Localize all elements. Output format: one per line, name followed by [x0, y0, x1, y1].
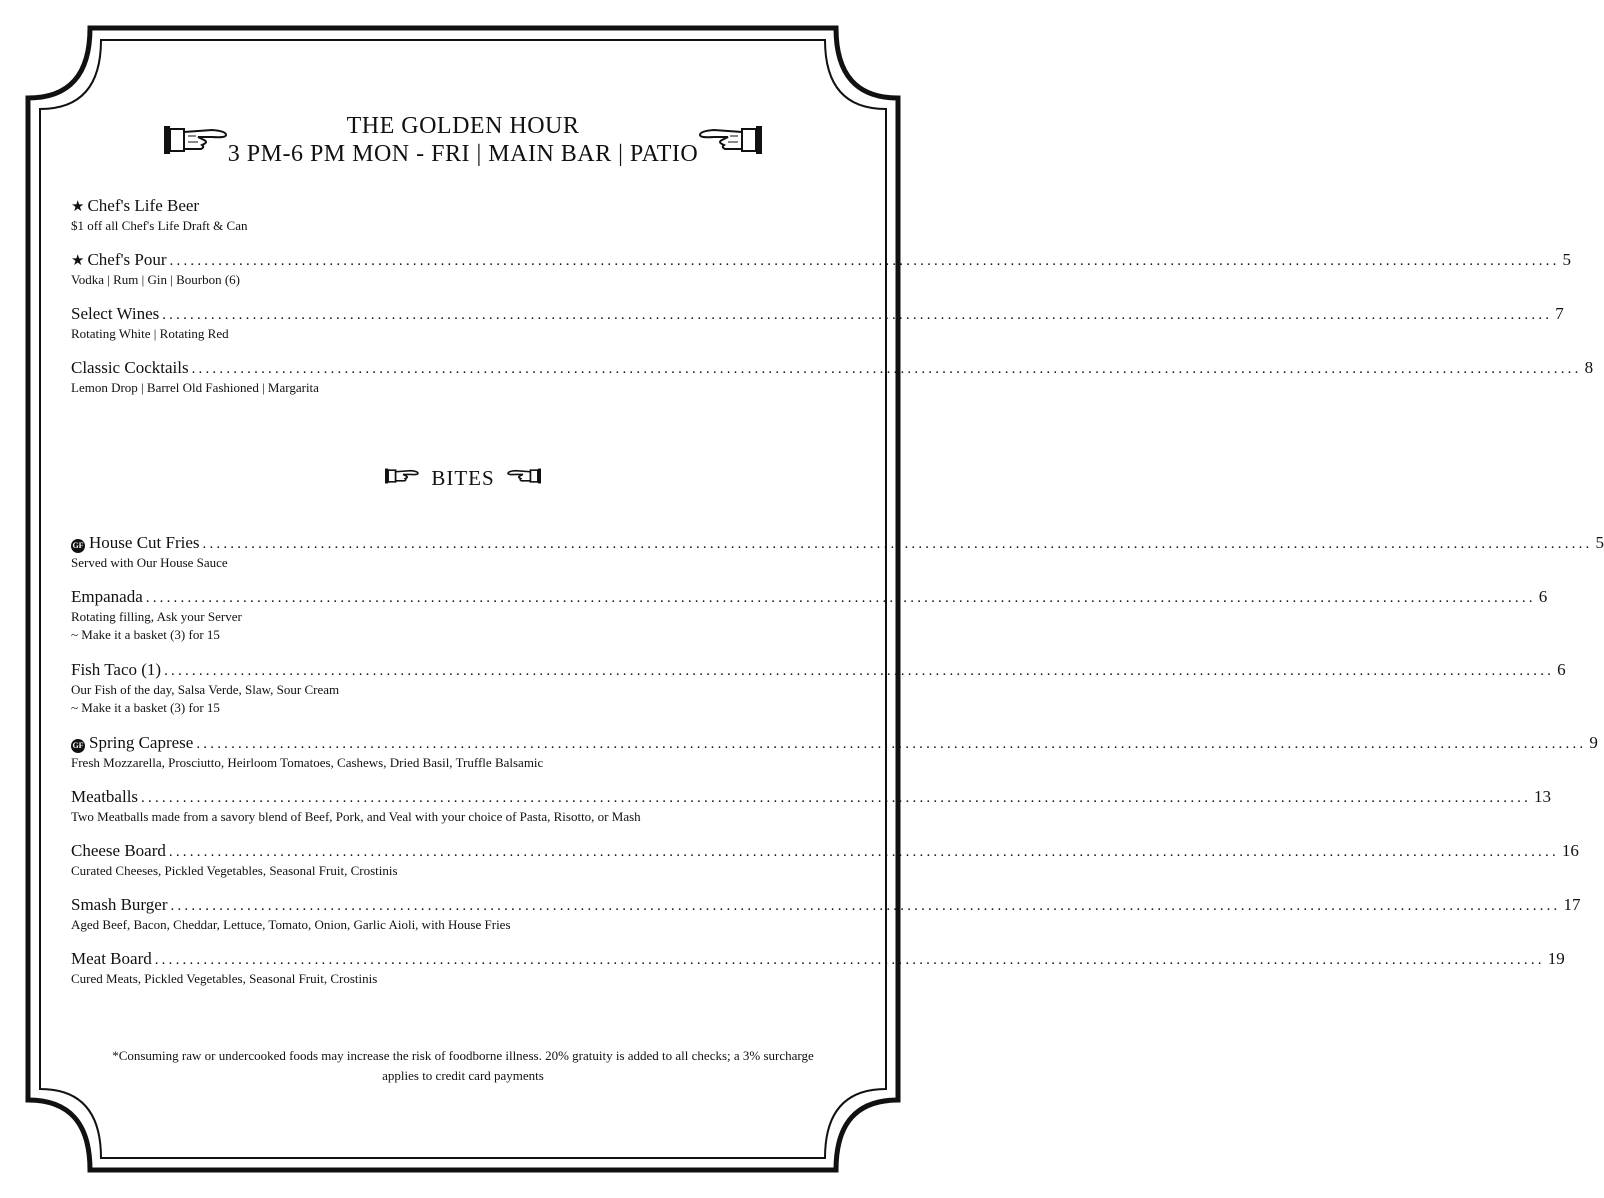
menu-item-description: $1 off all Chef's Life Draft & Can: [71, 218, 248, 233]
menu-item-row: [71, 304, 1564, 325]
menu-item-row: [71, 196, 855, 217]
menu-item-row: [71, 895, 1581, 916]
footer-disclaimer: *Consuming raw or undercooked foods may increase the risk of foodborne illness. 20% gratuity is added to all checks; a 3% surcharge applies to credit card payments: [112, 1048, 814, 1083]
bites-heading: [0, 466, 926, 491]
menu-item-row: [71, 787, 1552, 808]
menu-item-price: 5: [1562, 250, 1572, 269]
menu-item-row: [71, 841, 1579, 862]
menu-item-name: [71, 733, 193, 753]
menu-hours-location: 3 PM-6 PM MON - FRI | MAIN BAR | PATIO: [227, 141, 699, 167]
menu-item-name: [71, 587, 143, 607]
menu-item-name: [71, 250, 167, 271]
menu-item: [71, 733, 1598, 772]
menu-item: [71, 787, 1552, 826]
menu-item-price: 9: [1589, 733, 1598, 752]
gluten-free-icon: GF: [71, 539, 85, 553]
dot-leader: ........................................................................................................................................................................................................: [145, 590, 1536, 606]
menu-item: [71, 250, 1572, 289]
menu-item: [71, 660, 1566, 717]
menu-item-row: [71, 733, 1598, 754]
menu-item-price: 19: [1547, 949, 1565, 968]
menu-item-name: [71, 660, 161, 680]
pointing-hand-left-icon: [507, 466, 541, 491]
menu-item-price: 6: [1557, 660, 1566, 679]
bites-title: BITES: [431, 466, 495, 490]
menu-item-label: Classic Cocktails: [71, 358, 189, 377]
menu-item: [71, 895, 1581, 934]
menu-item: [71, 533, 1604, 572]
menu-item-price: 7: [1555, 304, 1564, 323]
menu-item-description: ~ Make it a basket (3) for 15: [71, 700, 220, 715]
menu-item-description: ~ Make it a basket (3) for 15: [71, 627, 220, 642]
menu-item-row: [71, 250, 1572, 271]
menu-item-description: Our Fish of the day, Salsa Verde, Slaw, Sour Cream: [71, 682, 340, 697]
dot-leader: ........................................................................................................................................................................................................: [168, 844, 1559, 860]
dot-leader: ........................................................................................................................................................................................................: [164, 663, 1555, 679]
pointing-hand-right-icon: [385, 466, 419, 491]
dot-leader: ........................................................................................................................................................................................................: [202, 536, 1593, 552]
menu-item-description: Two Meatballs made from a savory blend of Beef, Pork, and Veal with your choice of Pasta, Risotto, or Mash: [71, 809, 641, 824]
menu-item-price: 5: [1595, 533, 1604, 552]
menu-item-row: [71, 533, 1604, 554]
dot-leader: ........................................................................................................................................................................................................: [169, 253, 1560, 269]
menu-item-price: 17: [1563, 895, 1581, 914]
menu-item-label: House Cut Fries: [89, 533, 200, 552]
menu-item-description: Cured Meats, Pickled Vegetables, Seasonal Fruit, Crostinis: [71, 971, 378, 986]
menu-item-price: 8: [1584, 358, 1594, 377]
menu-item-name: [71, 358, 189, 378]
menu-item-price: 16: [1561, 841, 1579, 860]
menu-item-row: [71, 358, 1594, 379]
menu-item: [71, 358, 1594, 397]
menu-item-label: Smash Burger: [71, 895, 168, 914]
dot-leader: ........................................................................................................................................................................................................: [191, 361, 1582, 377]
menu-item: [71, 587, 1548, 644]
menu-item-label: Meatballs: [71, 787, 139, 806]
menu-item-price: 13: [1534, 787, 1552, 806]
menu-item-name: [71, 895, 168, 915]
star-icon: ★: [71, 199, 85, 215]
menu-item: [71, 841, 1579, 880]
dot-leader: ........................................................................................................................................................................................................: [141, 790, 1532, 806]
menu-item-description: Fresh Mozzarella, Prosciutto, Heirloom Tomatoes, Cashews, Dried Basil, Truffle Balsamic: [71, 755, 544, 770]
menu-item-description: Served with Our House Sauce: [71, 555, 228, 570]
menu-item: [71, 196, 855, 235]
menu-item-label: Chef's Life Beer: [87, 196, 200, 215]
menu-item-description: Rotating White | Rotating Red: [71, 326, 229, 341]
menu-item-label: Chef's Pour: [87, 250, 167, 269]
menu-item-name: [71, 196, 199, 217]
menu-item-label: Spring Caprese: [89, 733, 194, 752]
menu-item-label: Cheese Board: [71, 841, 166, 860]
menu-item: [71, 949, 1565, 988]
dot-leader: ........................................................................................................................................................................................................: [154, 952, 1545, 968]
menu-header: [0, 112, 926, 168]
menu-item-name: [71, 787, 138, 807]
menu-item-label: Empanada: [71, 587, 143, 606]
dot-leader: ........................................................................................................................................................................................................: [196, 736, 1587, 752]
menu-title: THE GOLDEN HOUR: [346, 113, 580, 139]
menu-item-row: [71, 949, 1565, 970]
menu-item-description: Vodka | Rum | Gin | Bourbon (6): [71, 272, 240, 287]
dot-leader: ........................................................................................................................................................................................................: [162, 307, 1553, 323]
menu-item-price: 6: [1538, 587, 1548, 606]
star-icon: ★: [71, 253, 85, 269]
menu-item-name: [71, 949, 152, 969]
menu-item-label: Fish Taco (1): [71, 660, 162, 679]
menu-item-description: Aged Beef, Bacon, Cheddar, Lettuce, Tomato, Onion, Garlic Aioli, with House Fries: [71, 917, 511, 932]
menu-item-name: [71, 304, 159, 324]
menu-item-name: [71, 841, 166, 861]
dot-leader: ........................................................................................................................................................................................................: [170, 898, 1561, 914]
menu-item-label: Meat Board: [71, 949, 152, 968]
gluten-free-icon: GF: [71, 739, 85, 753]
menu-item-description: Lemon Drop | Barrel Old Fashioned | Margarita: [71, 380, 319, 395]
menu-item-row: [71, 587, 1548, 608]
menu-item: [71, 304, 1564, 343]
menu-item-label: Select Wines: [71, 304, 160, 323]
menu-item-description: Rotating filling, Ask your Server: [71, 609, 242, 624]
menu-item-description: Curated Cheeses, Pickled Vegetables, Seasonal Fruit, Crostinis: [71, 863, 398, 878]
menu-item-name: [71, 533, 200, 553]
menu-item-row: [71, 660, 1566, 681]
